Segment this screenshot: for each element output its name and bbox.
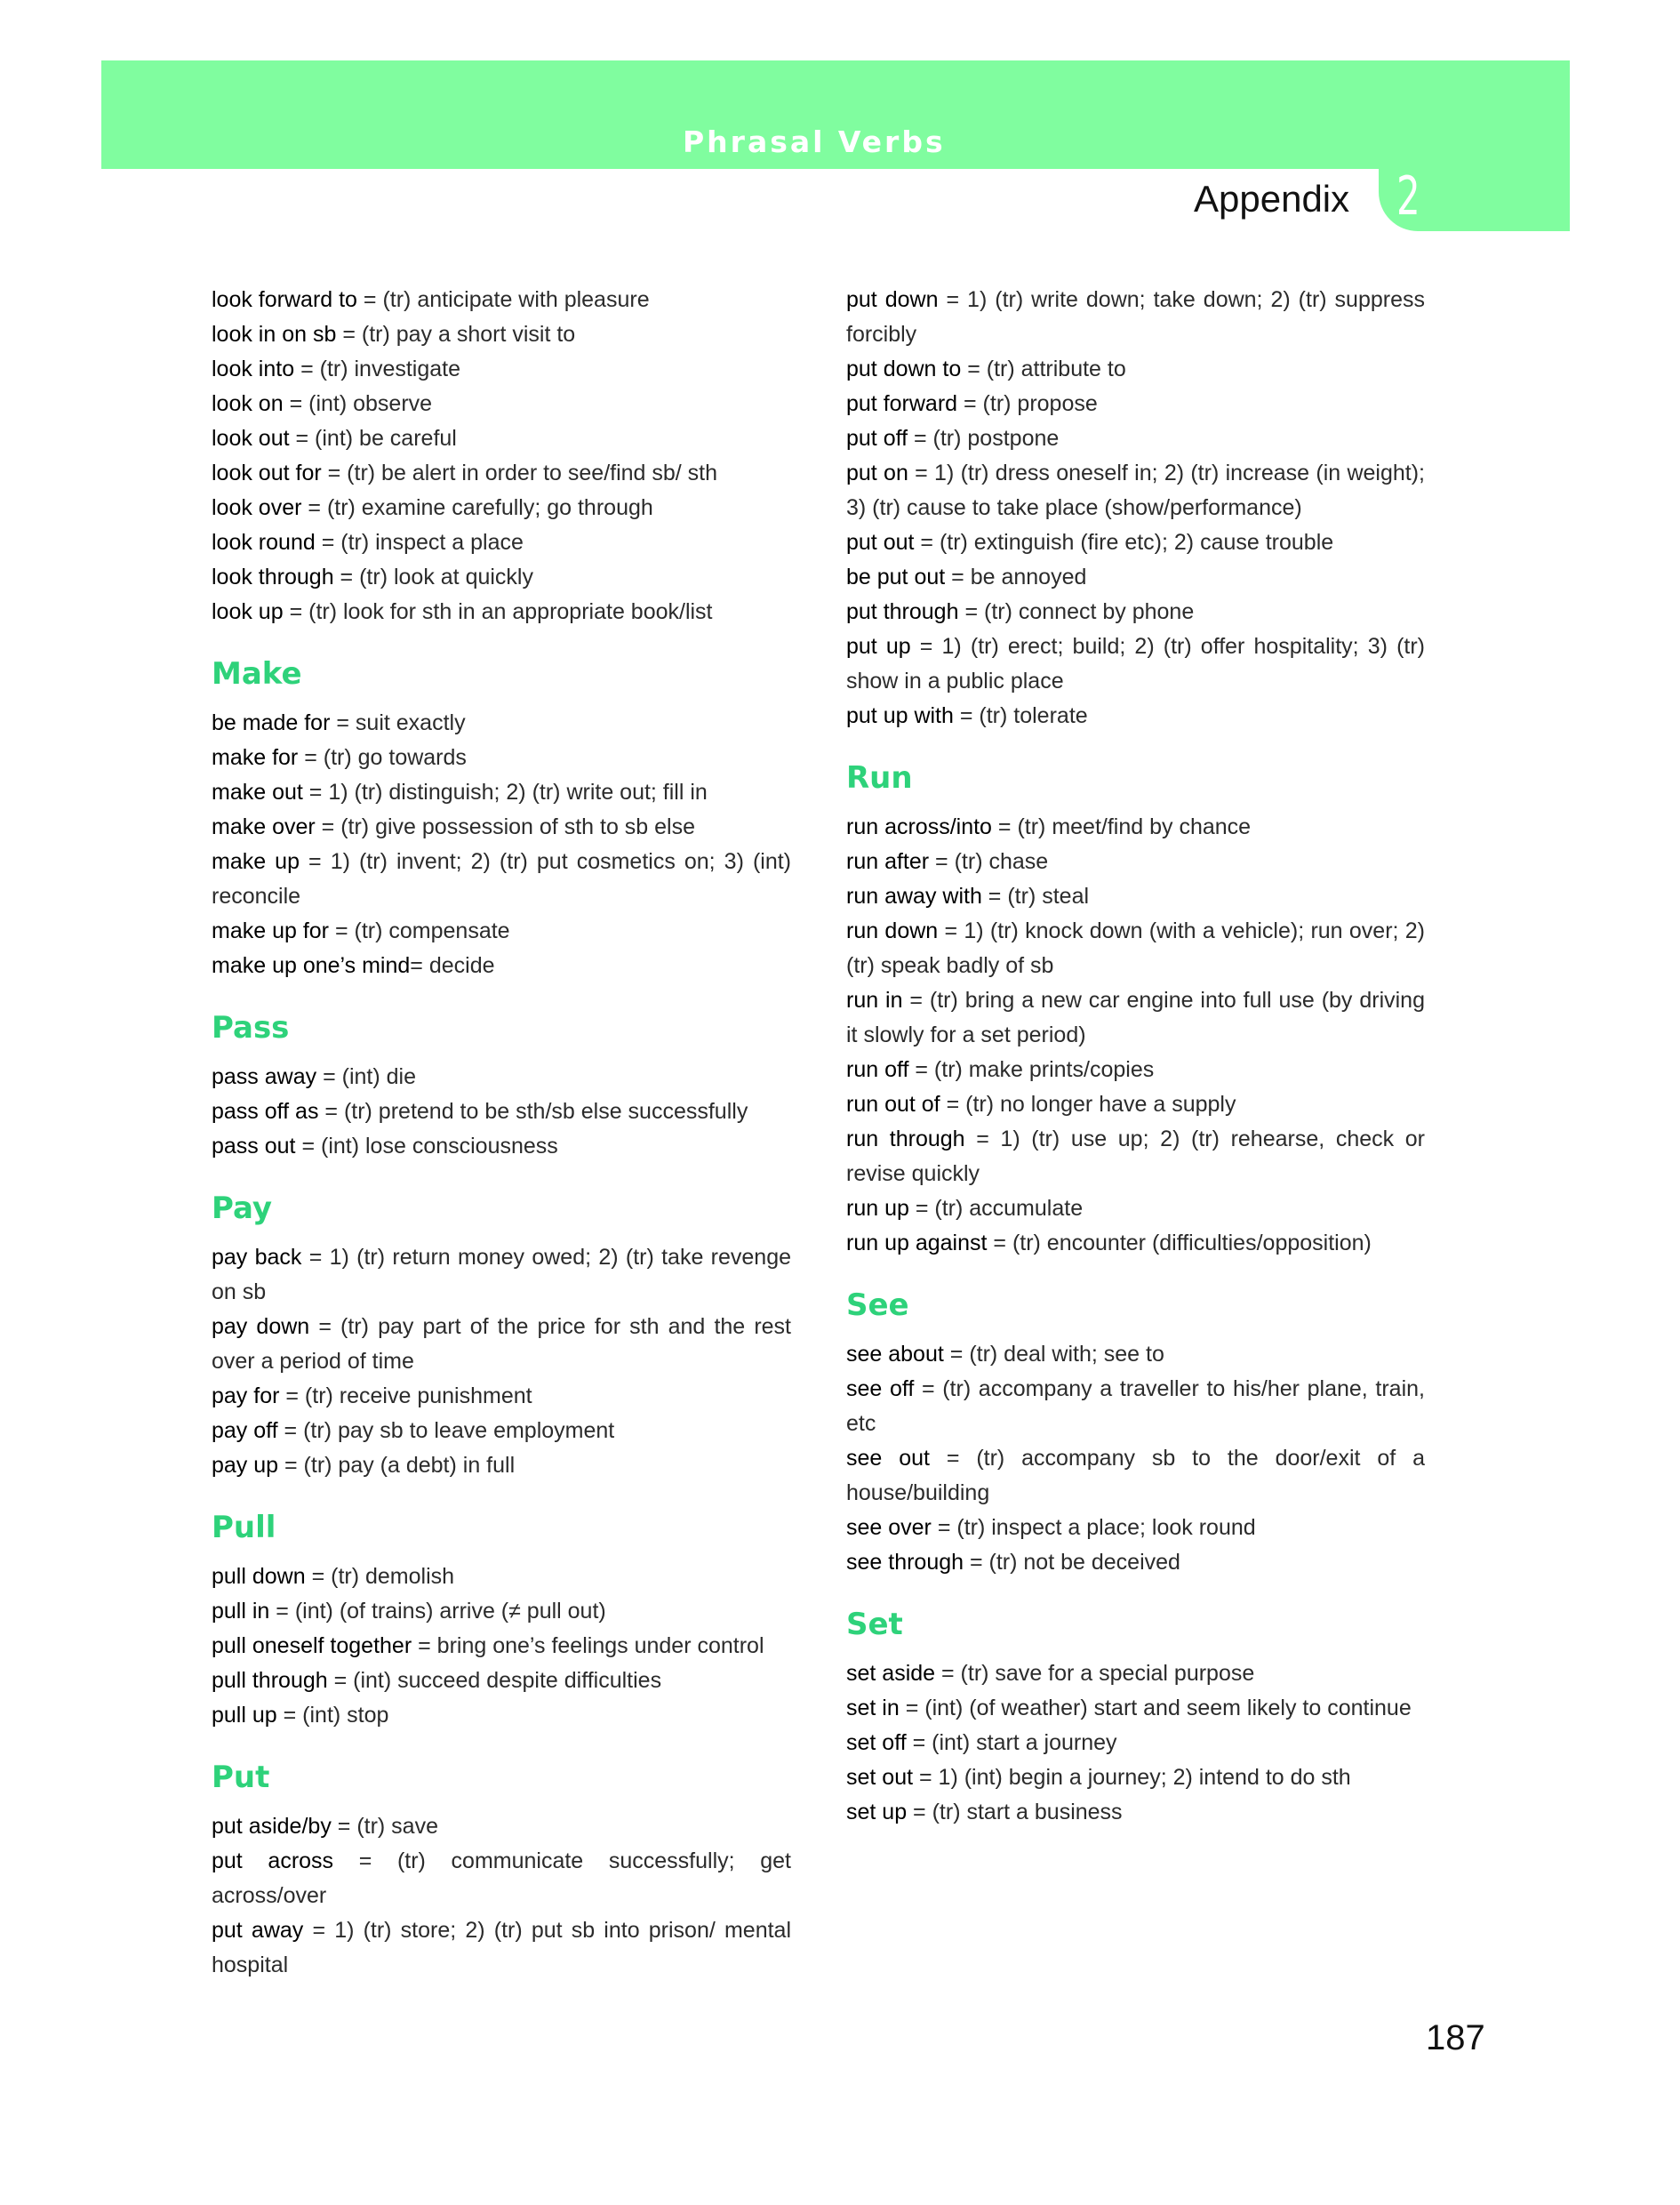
phrasal-verb-entry: [846, 352, 1425, 387]
phrasal-verb-entry: [846, 914, 1425, 983]
phrasal-verb-definition: = (tr) demolish: [305, 1564, 455, 1589]
phrasal-verb-entry: [212, 845, 791, 914]
phrasal-verb-term: put out: [846, 530, 915, 555]
phrasal-verb-term: pay down: [212, 1314, 310, 1339]
phrasal-verb-definition: = (tr) deal with; see to: [943, 1342, 1164, 1367]
phrasal-verb-term: put down to: [846, 357, 962, 381]
phrasal-verb-entry: [212, 1094, 791, 1129]
phrasal-verb-definition: = (tr) not be deceived: [964, 1550, 1180, 1575]
left-column: [212, 283, 791, 1983]
phrasal-verb-term: look into: [212, 357, 295, 381]
phrasal-verb-definition: = bring one’s feelings under control: [412, 1633, 764, 1658]
phrasal-verb-definition: = (tr) look for sth in an appropriate book/list: [283, 599, 713, 624]
phrasal-verb-entry: [212, 352, 791, 387]
phrasal-verb-definition: = (tr) chase: [929, 849, 1049, 874]
phrasal-verb-entry: [212, 1698, 791, 1733]
phrasal-verb-term: run down: [846, 918, 939, 943]
phrasal-verb-entry: [846, 1726, 1425, 1760]
phrasal-verb-definition: = 1) (tr) write down; take down; 2) (tr) suppress forcibly: [846, 287, 1425, 347]
phrasal-verb-definition: = (tr) extinguish (fire etc); 2) cause trouble: [914, 530, 1334, 555]
section-title: Phrasal Verbs: [683, 124, 946, 159]
phrasal-verb-term: make for: [212, 745, 299, 770]
phrasal-verb-entry: [846, 1337, 1425, 1372]
phrasal-verb-entry: [212, 1060, 791, 1094]
phrasal-verb-entry: [212, 283, 791, 317]
phrasal-verb-term: set up: [846, 1800, 908, 1824]
page-number: 187: [1426, 2018, 1485, 2057]
phrasal-verb-term: make out: [212, 780, 303, 805]
phrasal-verb-term: pass away: [212, 1064, 317, 1089]
phrasal-verb-term: run in: [846, 988, 903, 1013]
phrasal-verb-term: set out: [846, 1765, 914, 1790]
phrasal-verb-term: put through: [846, 599, 959, 624]
phrasal-verb-definition: = (tr) meet/find by chance: [991, 814, 1252, 839]
group-heading: Pay: [212, 1191, 273, 1226]
phrasal-verb-term: pull down: [212, 1564, 306, 1589]
phrasal-verb-term: see off: [846, 1376, 915, 1401]
phrasal-verb-definition: = (int) succeed despite difficulties: [327, 1668, 662, 1693]
phrasal-verb-entry: [212, 317, 791, 352]
group-heading: Set: [846, 1607, 903, 1642]
phrasal-verb-definition: = 1) (tr) store; 2) (tr) put sb into prison/ mental hospital: [212, 1918, 791, 1977]
phrasal-verb-term: pay off: [212, 1418, 278, 1443]
phrasal-verb-definition: = (int) (of trains) arrive (≠ pull out): [269, 1599, 606, 1624]
phrasal-verb-term: see through: [846, 1550, 964, 1575]
phrasal-verb-entry: [212, 1809, 791, 1844]
phrasal-verb-definition: = (int) (of weather) start and seem likely to continue: [899, 1696, 1412, 1720]
phrasal-verb-definition: = (int) start a journey: [906, 1730, 1117, 1755]
phrasal-verb-definition: = decide: [410, 953, 495, 978]
phrasal-verb-entry: [212, 1379, 791, 1414]
phrasal-verb-entry: [846, 1372, 1425, 1441]
phrasal-verb-definition: = (int) observe: [283, 391, 433, 416]
phrasal-verb-definition: = (tr) receive punishment: [279, 1383, 532, 1408]
group-heading: Pull: [212, 1510, 276, 1545]
phrasal-verb-definition: = (tr) pay part of the price for sth and the rest over a period of time: [212, 1314, 791, 1374]
phrasal-verb-term: pay back: [212, 1245, 302, 1270]
group-heading: Put: [212, 1760, 270, 1795]
phrasal-verb-entry: [846, 629, 1425, 699]
phrasal-verb-term: be made for: [212, 710, 331, 735]
phrasal-verb-term: put down: [846, 287, 939, 312]
phrasal-verb-entry: [212, 914, 791, 949]
phrasal-verb-entry: [212, 1448, 791, 1483]
phrasal-verb-entry: [212, 1594, 791, 1629]
phrasal-verb-definition: = 1) (tr) use up; 2) (tr) rehearse, check or revise quickly: [846, 1127, 1425, 1186]
phrasal-verb-definition: = (tr) save: [331, 1814, 438, 1839]
phrasal-verb-entry: [212, 421, 791, 456]
phrasal-verb-term: set aside: [846, 1661, 936, 1686]
phrasal-verb-term: run through: [846, 1127, 965, 1151]
phrasal-verb-definition: = 1) (tr) invent; 2) (tr) put cosmetics on; 3) (int) reconcile: [212, 849, 792, 909]
phrasal-verb-term: pull through: [212, 1668, 328, 1693]
phrasal-verb-term: see over: [846, 1515, 932, 1540]
phrasal-verb-term: look forward to: [212, 287, 357, 312]
phrasal-verb-term: look out: [212, 426, 290, 451]
appendix-number: 2: [1396, 165, 1420, 228]
phrasal-verb-entry: [846, 1226, 1425, 1261]
phrasal-verb-definition: = (tr) start a business: [907, 1800, 1123, 1824]
phrasal-verb-entry: [212, 525, 791, 560]
phrasal-verb-definition: = (tr) inspect a place; look round: [931, 1515, 1256, 1540]
phrasal-verb-definition: = suit exactly: [330, 710, 466, 735]
phrasal-verb-entry: [846, 983, 1425, 1053]
phrasal-verb-entry: [846, 1545, 1425, 1580]
phrasal-verb-entry: [846, 595, 1425, 629]
phrasal-verb-definition: = (tr) pay sb to leave employment: [277, 1418, 615, 1443]
phrasal-verb-term: pull up: [212, 1703, 277, 1728]
phrasal-verb-term: see about: [846, 1342, 944, 1367]
phrasal-verb-term: set in: [846, 1696, 900, 1720]
phrasal-verb-entry: [212, 1414, 791, 1448]
phrasal-verb-definition: = (tr) attribute to: [961, 357, 1126, 381]
phrasal-verb-definition: = (tr) tolerate: [953, 703, 1088, 728]
phrasal-verb-definition: = (tr) make prints/copies: [908, 1057, 1155, 1082]
phrasal-verb-term: put forward: [846, 391, 958, 416]
phrasal-verb-definition: = (tr) give possession of sth to sb else: [315, 814, 696, 839]
phrasal-verb-entry: [846, 810, 1425, 845]
phrasal-verb-definition: = (tr) no longer have a supply: [940, 1092, 1236, 1117]
phrasal-verb-term: put up: [846, 634, 911, 659]
phrasal-verb-term: look round: [212, 530, 316, 555]
phrasal-verb-definition: = 1) (tr) dress oneself in; 2) (tr) increase (in weight); 3) (tr) cause to take place (show/performance): [846, 461, 1425, 520]
phrasal-verb-definition: = (tr) communicate successfully; get across/over: [212, 1848, 791, 1908]
phrasal-verb-term: look out for: [212, 461, 322, 485]
phrasal-verb-definition: = (tr) steal: [981, 884, 1090, 909]
phrasal-verb-entry: [212, 775, 791, 810]
phrasal-verb-definition: = (tr) go towards: [298, 745, 467, 770]
phrasal-verb-term: pay up: [212, 1453, 279, 1478]
phrasal-verb-definition: = 1) (tr) knock down (with a vehicle); run over; 2) (tr) speak badly of sb: [846, 918, 1425, 978]
phrasal-verb-term: pass out: [212, 1134, 296, 1159]
phrasal-verb-term: put away: [212, 1918, 304, 1943]
phrasal-verb-definition: = 1) (int) begin a journey; 2) intend to do sth: [913, 1765, 1351, 1790]
phrasal-verb-term: run out of: [846, 1092, 940, 1117]
phrasal-verb-definition: = (tr) accompany a traveller to his/her plane, train, etc: [846, 1376, 1425, 1436]
phrasal-verb-definition: = (int) stop: [276, 1703, 389, 1728]
appendix-label: Appendix: [1194, 178, 1350, 220]
phrasal-verb-entry: [846, 699, 1425, 734]
phrasal-verb-entry: [846, 1795, 1425, 1830]
phrasal-verb-definition: = (tr) encounter (difficulties/opposition): [987, 1231, 1372, 1255]
phrasal-verb-definition: = (tr) pay (a debt) in full: [278, 1453, 516, 1478]
phrasal-verb-term: put aside/by: [212, 1814, 332, 1839]
phrasal-verb-term: make up one’s mind: [212, 953, 411, 978]
phrasal-verb-entry: [212, 491, 791, 525]
group-heading: Run: [846, 760, 913, 796]
phrasal-verb-entry: [212, 1629, 791, 1664]
phrasal-verb-entry: [846, 879, 1425, 914]
phrasal-verb-entry: [846, 1656, 1425, 1691]
phrasal-verb-term: run up against: [846, 1231, 988, 1255]
phrasal-verb-entry: [846, 421, 1425, 456]
phrasal-verb-entry: [212, 1310, 791, 1379]
phrasal-verb-term: put on: [846, 461, 908, 485]
phrasal-verb-definition: = (tr) compensate: [329, 918, 510, 943]
phrasal-verb-term: pull oneself together: [212, 1633, 412, 1658]
phrasal-verb-term: run after: [846, 849, 930, 874]
phrasal-verb-term: make up: [212, 849, 300, 874]
phrasal-verb-entry: [212, 456, 791, 491]
phrasal-verb-term: be put out: [846, 565, 946, 589]
phrasal-verb-entry: [846, 1191, 1425, 1226]
phrasal-verb-term: look up: [212, 599, 284, 624]
phrasal-verb-definition: = (int) die: [316, 1064, 416, 1089]
phrasal-verb-entry: [846, 525, 1425, 560]
phrasal-verb-entry: [212, 706, 791, 741]
phrasal-verb-definition: = (int) be careful: [289, 426, 457, 451]
group-heading: See: [846, 1287, 909, 1323]
phrasal-verb-definition: = 1) (tr) distinguish; 2) (tr) write out; fill in: [302, 780, 708, 805]
phrasal-verb-entry: [846, 1760, 1425, 1795]
phrasal-verb-definition: = (tr) bring a new car engine into full use (by driving it slowly for a set period): [846, 988, 1425, 1047]
phrasal-verb-term: make over: [212, 814, 316, 839]
phrasal-verb-definition: = (tr) pay a short visit to: [336, 322, 576, 347]
phrasal-verb-term: look through: [212, 565, 334, 589]
phrasal-verb-term: run away with: [846, 884, 982, 909]
phrasal-verb-term: look over: [212, 495, 302, 520]
right-column: [846, 283, 1425, 1830]
phrasal-verb-definition: = (tr) accumulate: [908, 1196, 1084, 1221]
phrasal-verb-term: look in on sb: [212, 322, 337, 347]
phrasal-verb-term: put across: [212, 1848, 334, 1873]
phrasal-verb-entry: [846, 456, 1425, 525]
phrasal-verb-definition: = be annoyed: [945, 565, 1087, 589]
phrasal-verb-definition: = (tr) anticipate with pleasure: [356, 287, 650, 312]
phrasal-verb-definition: = (tr) save for a special purpose: [935, 1661, 1255, 1686]
phrasal-verb-term: put up with: [846, 703, 954, 728]
phrasal-verb-term: pull in: [212, 1599, 270, 1624]
phrasal-verb-entry: [212, 1913, 791, 1983]
phrasal-verb-entry: [846, 387, 1425, 421]
group-heading: Make: [212, 656, 302, 692]
phrasal-verb-definition: = 1) (tr) return money owed; 2) (tr) take revenge on sb: [212, 1245, 791, 1304]
phrasal-verb-definition: = (tr) propose: [957, 391, 1098, 416]
phrasal-verb-definition: = (tr) be alert in order to see/find sb/ sth: [321, 461, 718, 485]
phrasal-verb-entry: [846, 560, 1425, 595]
group-heading: Pass: [212, 1010, 290, 1046]
phrasal-verb-entry: [846, 1122, 1425, 1191]
phrasal-verb-entry: [212, 1240, 791, 1310]
phrasal-verb-term: pay for: [212, 1383, 280, 1408]
phrasal-verb-term: look on: [212, 391, 284, 416]
phrasal-verb-term: run up: [846, 1196, 909, 1221]
phrasal-verb-definition: = (int) lose consciousness: [295, 1134, 558, 1159]
phrasal-verb-term: set off: [846, 1730, 907, 1755]
phrasal-verb-definition: = (tr) investigate: [294, 357, 461, 381]
phrasal-verb-entry: [212, 741, 791, 775]
phrasal-verb-entry: [212, 949, 791, 983]
phrasal-verb-entry: [846, 1087, 1425, 1122]
phrasal-verb-term: put off: [846, 426, 908, 451]
phrasal-verb-term: pass off as: [212, 1099, 319, 1124]
phrasal-verb-entry: [212, 560, 791, 595]
phrasal-verb-term: make up for: [212, 918, 330, 943]
phrasal-verb-entry: [212, 387, 791, 421]
phrasal-verb-entry: [212, 1844, 791, 1913]
phrasal-verb-definition: = (tr) look at quickly: [333, 565, 533, 589]
phrasal-verb-entry: [846, 283, 1425, 352]
phrasal-verb-entry: [846, 1053, 1425, 1087]
phrasal-verb-definition: = (tr) postpone: [908, 426, 1060, 451]
phrasal-verb-entry: [212, 1129, 791, 1164]
phrasal-verb-definition: = (tr) examine carefully; go through: [301, 495, 653, 520]
phrasal-verb-definition: = 1) (tr) erect; build; 2) (tr) offer hospitality; 3) (tr) show in a public place: [846, 634, 1425, 694]
phrasal-verb-entry: [212, 810, 791, 845]
phrasal-verb-entry: [212, 1664, 791, 1698]
phrasal-verb-definition: = (tr) pretend to be sth/sb else successfully: [318, 1099, 748, 1124]
phrasal-verb-entry: [846, 1511, 1425, 1545]
phrasal-verb-definition: = (tr) accompany sb to the door/exit of a house/building: [846, 1446, 1425, 1505]
phrasal-verb-entry: [212, 1560, 791, 1594]
phrasal-verb-term: run off: [846, 1057, 909, 1082]
phrasal-verb-entry: [212, 595, 791, 629]
phrasal-verb-definition: = (tr) connect by phone: [958, 599, 1195, 624]
phrasal-verb-entry: [846, 1691, 1425, 1726]
phrasal-verb-definition: = (tr) inspect a place: [315, 530, 524, 555]
phrasal-verb-term: run across/into: [846, 814, 992, 839]
phrasal-verb-term: see out: [846, 1446, 930, 1471]
phrasal-verb-entry: [846, 845, 1425, 879]
phrasal-verb-entry: [846, 1441, 1425, 1511]
